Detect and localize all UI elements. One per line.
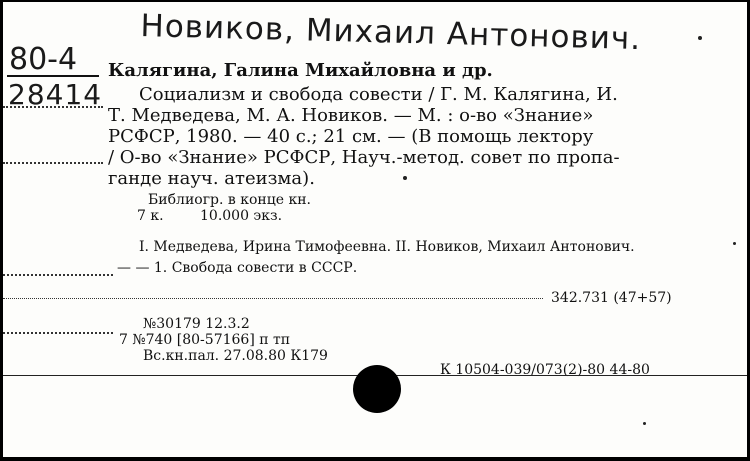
bibliography-note: Библиогр. в конце кн. bbox=[148, 192, 312, 208]
description-line-4: / О-во «Знание» РСФСР, Науч.-метод. совет по пропа- bbox=[108, 147, 620, 168]
copies-note: 7 к. bbox=[137, 208, 164, 224]
processing-line-1: №30179 12.3.2 bbox=[143, 316, 250, 332]
dotted-guide-line bbox=[3, 162, 103, 164]
handwritten-author-name: Новиков, Михаил Антонович. bbox=[140, 8, 642, 58]
dotted-guide-line bbox=[3, 106, 103, 108]
description-line-5: ганде науч. атеизма). bbox=[108, 168, 315, 189]
catalog-card bbox=[3, 2, 747, 457]
dotted-guide-line bbox=[3, 274, 113, 276]
footer-code: К 10504-039/073(2)-80 44-80 bbox=[440, 362, 650, 378]
speck bbox=[698, 36, 702, 40]
dotted-guide-line bbox=[3, 332, 113, 334]
print-run-note: 10.000 экз. bbox=[200, 208, 283, 224]
processing-line-2: 7 №740 [80-57166] п тп bbox=[119, 332, 291, 348]
speck bbox=[643, 422, 646, 425]
tracing-line-1: I. Медведева, Ирина Тимофеевна. II. Новиков, Михаил Антонович. bbox=[139, 239, 635, 255]
handwritten-shelf-code: 80-4 bbox=[9, 42, 78, 77]
description-line-1: Социализм и свобода совести / Г. М. Калягина, И. bbox=[139, 84, 618, 105]
tracing-line-2: — — 1. Свобода совести в СССР. bbox=[117, 260, 358, 276]
description-line-2: Т. Медведева, М. А. Новиков. — М. : о-во «Знание» bbox=[108, 105, 594, 126]
speck bbox=[733, 242, 736, 245]
card-punch-hole bbox=[353, 365, 401, 413]
classification-index: 342.731 (47+57) bbox=[551, 290, 672, 306]
description-line-3: РСФСР, 1980. — 40 с.; 21 см. — (В помощь лектору bbox=[108, 126, 594, 147]
dotted-guide-line bbox=[3, 298, 543, 299]
speck bbox=[403, 176, 407, 180]
handwritten-inventory-number: 28414 bbox=[8, 78, 103, 111]
shelf-code-underline bbox=[7, 75, 99, 77]
processing-line-3: Вс.кн.пал. 27.08.80 К179 bbox=[143, 348, 328, 364]
main-entry-heading: Калягина, Галина Михайловна и др. bbox=[108, 60, 493, 81]
